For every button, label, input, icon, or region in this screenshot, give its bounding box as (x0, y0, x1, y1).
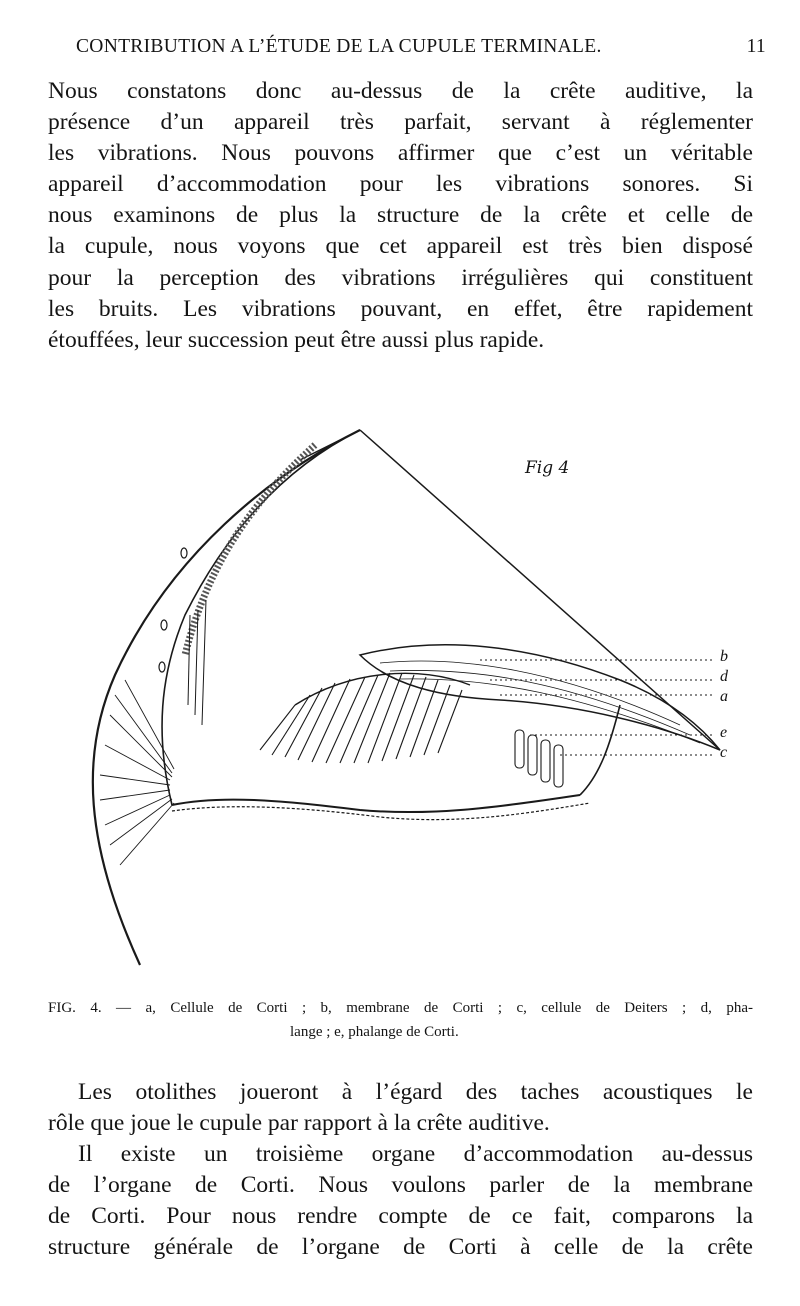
membrane-striations (380, 661, 700, 743)
text-line: structure générale de l’organe de Corti à celle de la crête (48, 1234, 753, 1261)
figure-number: Fig 4 (525, 458, 570, 478)
page-number: 11 (746, 36, 766, 57)
epithelial-band (185, 445, 315, 655)
tectorial-spine (300, 430, 720, 750)
anatomical-figure (60, 405, 760, 990)
figure-letter-a: a (720, 688, 728, 705)
spiral-ligament (580, 705, 620, 795)
oval-cell (161, 620, 167, 630)
figure-letter-b: b (720, 648, 728, 665)
text-line: les bruits. Les vibrations pouvant, en effet, être rapidement (48, 295, 753, 322)
caption-line: lange ; e, phalange de Corti. (290, 1024, 459, 1040)
text-line: Nous constatons donc au-dessus de la crête auditive, la (48, 78, 753, 104)
paragraph-top (48, 76, 753, 356)
outer-wall-outline (93, 430, 360, 965)
oval-cell (181, 548, 187, 558)
deiters-cells (515, 730, 563, 787)
text-line: Les otolithes joueront à l’égard des taches acoustiques le (78, 1079, 753, 1105)
figure-letter-c: c (720, 744, 728, 761)
text-line: nous examinons de plus la structure de la crête et celle de (48, 202, 753, 229)
caption-line: FIG. 4. — a, Cellule de Corti ; b, membrane de Corti ; c, cellule de Deiters ; d, pha- (48, 1000, 753, 1016)
text-line: les vibrations. Nous pouvons affirmer que c’est un véritable (48, 140, 753, 167)
text-line: présence d’un appareil très parfait, servant à réglementer (48, 109, 753, 136)
corti-cell-fan (260, 673, 462, 763)
corti-organ-drawing (60, 405, 760, 990)
text-line: la cupule, nous voyons que cet appareil est très bien disposé (48, 233, 753, 260)
text-line: de l’organe de Corti. Nous voulons parler de la membrane (48, 1172, 753, 1199)
figure-letter-d: d (720, 668, 728, 685)
text-line: pour la perception des vibrations irrégulières qui constituent (48, 264, 753, 291)
running-head-title: CONTRIBUTION A L’ÉTUDE DE LA CUPULE TERMINALE. (76, 36, 602, 57)
text-line: appareil d’accommodation pour les vibrations sonores. Si (48, 171, 753, 198)
basilar-membrane (172, 795, 580, 812)
running-head (76, 36, 766, 58)
membrana-tectoria (360, 645, 720, 750)
figure-letter-e: e (720, 724, 728, 741)
oval-cell (159, 662, 165, 672)
text-line: Il existe un troisième organe d’accommodation au-dessus (78, 1141, 753, 1168)
text-line: de Corti. Pour nous rendre compte de ce fait, comparons la (48, 1203, 753, 1230)
paragraphs-bottom (48, 1077, 753, 1264)
text-line: rôle que joue le cupule par rapport à la crête auditive. (48, 1110, 550, 1137)
figure-caption (48, 996, 753, 1044)
text-line: étouffées, leur succession peut être aussi plus rapide. (48, 326, 545, 353)
